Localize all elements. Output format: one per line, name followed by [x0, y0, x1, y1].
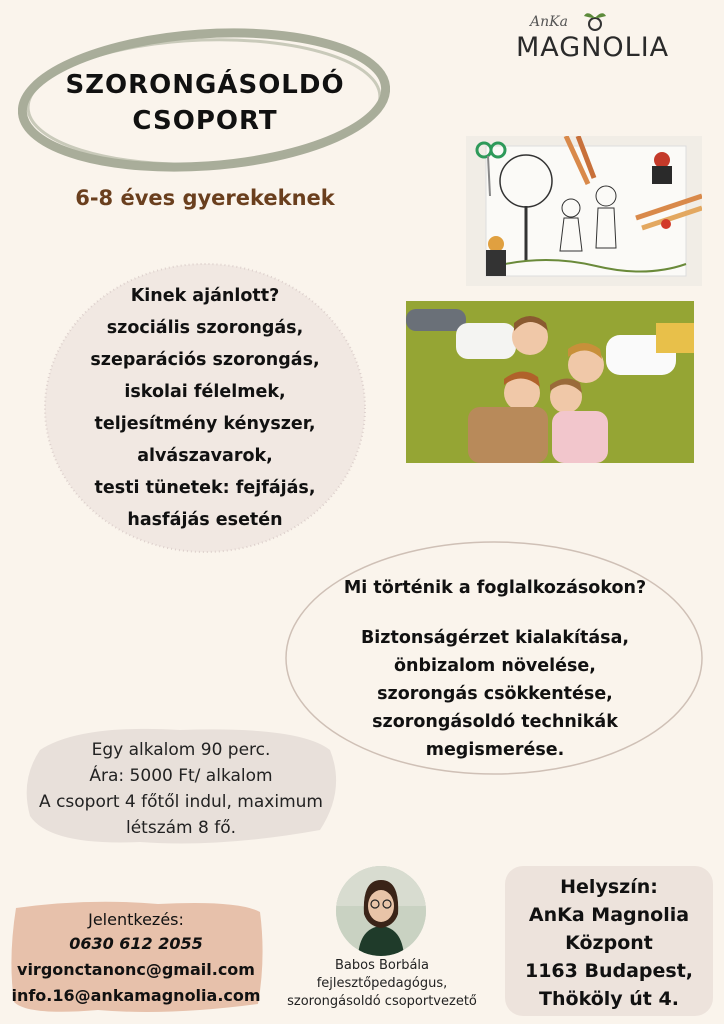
- location-city: 1163 Budapest,: [524, 960, 694, 982]
- who-item: szociális szorongás,: [106, 318, 304, 338]
- logo-small-text: AnKa: [530, 14, 568, 30]
- what-item: szorongás csökkentése,: [377, 684, 613, 704]
- registration-label: Jelentkezés:: [88, 910, 184, 929]
- location-name: AnKa Magnolia: [528, 904, 690, 926]
- session-duration: Egy alkalom 90 perc.: [91, 740, 271, 760]
- who-item: testi tünetek: fejfájás,: [94, 478, 316, 498]
- group-max: létszám 8 fő.: [125, 818, 237, 838]
- person-name: Babos Borbála: [334, 958, 429, 973]
- registration-email-1[interactable]: virgonctanonc@gmail.com: [17, 960, 255, 979]
- who-item: iskolai félelmek,: [124, 382, 286, 402]
- what-heading: Mi történik a foglalkozásokon?: [343, 578, 647, 598]
- session-price: Ára: 5000 Ft/ alkalom: [89, 766, 273, 786]
- location-street: Thököly út 4.: [539, 988, 679, 1010]
- who-heading: Kinek ajánlott?: [130, 286, 280, 306]
- page-title-line-2: CSOPORT: [132, 106, 278, 136]
- children-lying-on-carpet-photo: [406, 301, 694, 463]
- logo-main-text: MAGNOLIA: [516, 32, 670, 63]
- what-item: szorongásoldó technikák: [372, 712, 618, 732]
- page-title-line-1: SZORONGÁSOLDÓ: [65, 70, 345, 100]
- person-role-1: fejlesztőpedagógus,: [316, 976, 448, 991]
- location-heading: Helyszín:: [560, 876, 658, 898]
- subtitle: 6-8 éves gyerekeknek: [75, 186, 335, 210]
- who-item: szeparációs szorongás,: [90, 350, 320, 370]
- registration-phone[interactable]: 0630 612 2055: [69, 934, 203, 953]
- registration-email-2[interactable]: info.16@ankamagnolia.com: [11, 986, 261, 1005]
- avatar: [336, 866, 426, 956]
- what-item: megismerése.: [425, 740, 565, 760]
- who-item: teljesítmény kényszer,: [94, 414, 316, 434]
- title-oval-decoration: [18, 24, 390, 176]
- drawing-activity-photo: [466, 136, 702, 286]
- person-role-2: szorongásoldó csoportvezető: [287, 994, 477, 1009]
- who-item: hasfájás esetén: [127, 510, 283, 530]
- location-center: Központ: [565, 932, 653, 954]
- what-item: Biztonságérzet kialakítása,: [360, 628, 630, 648]
- group-size: A csoport 4 főtől indul, maximum: [39, 792, 323, 812]
- what-item: önbizalom növelése,: [394, 656, 596, 676]
- who-item: alvászavarok,: [137, 446, 273, 466]
